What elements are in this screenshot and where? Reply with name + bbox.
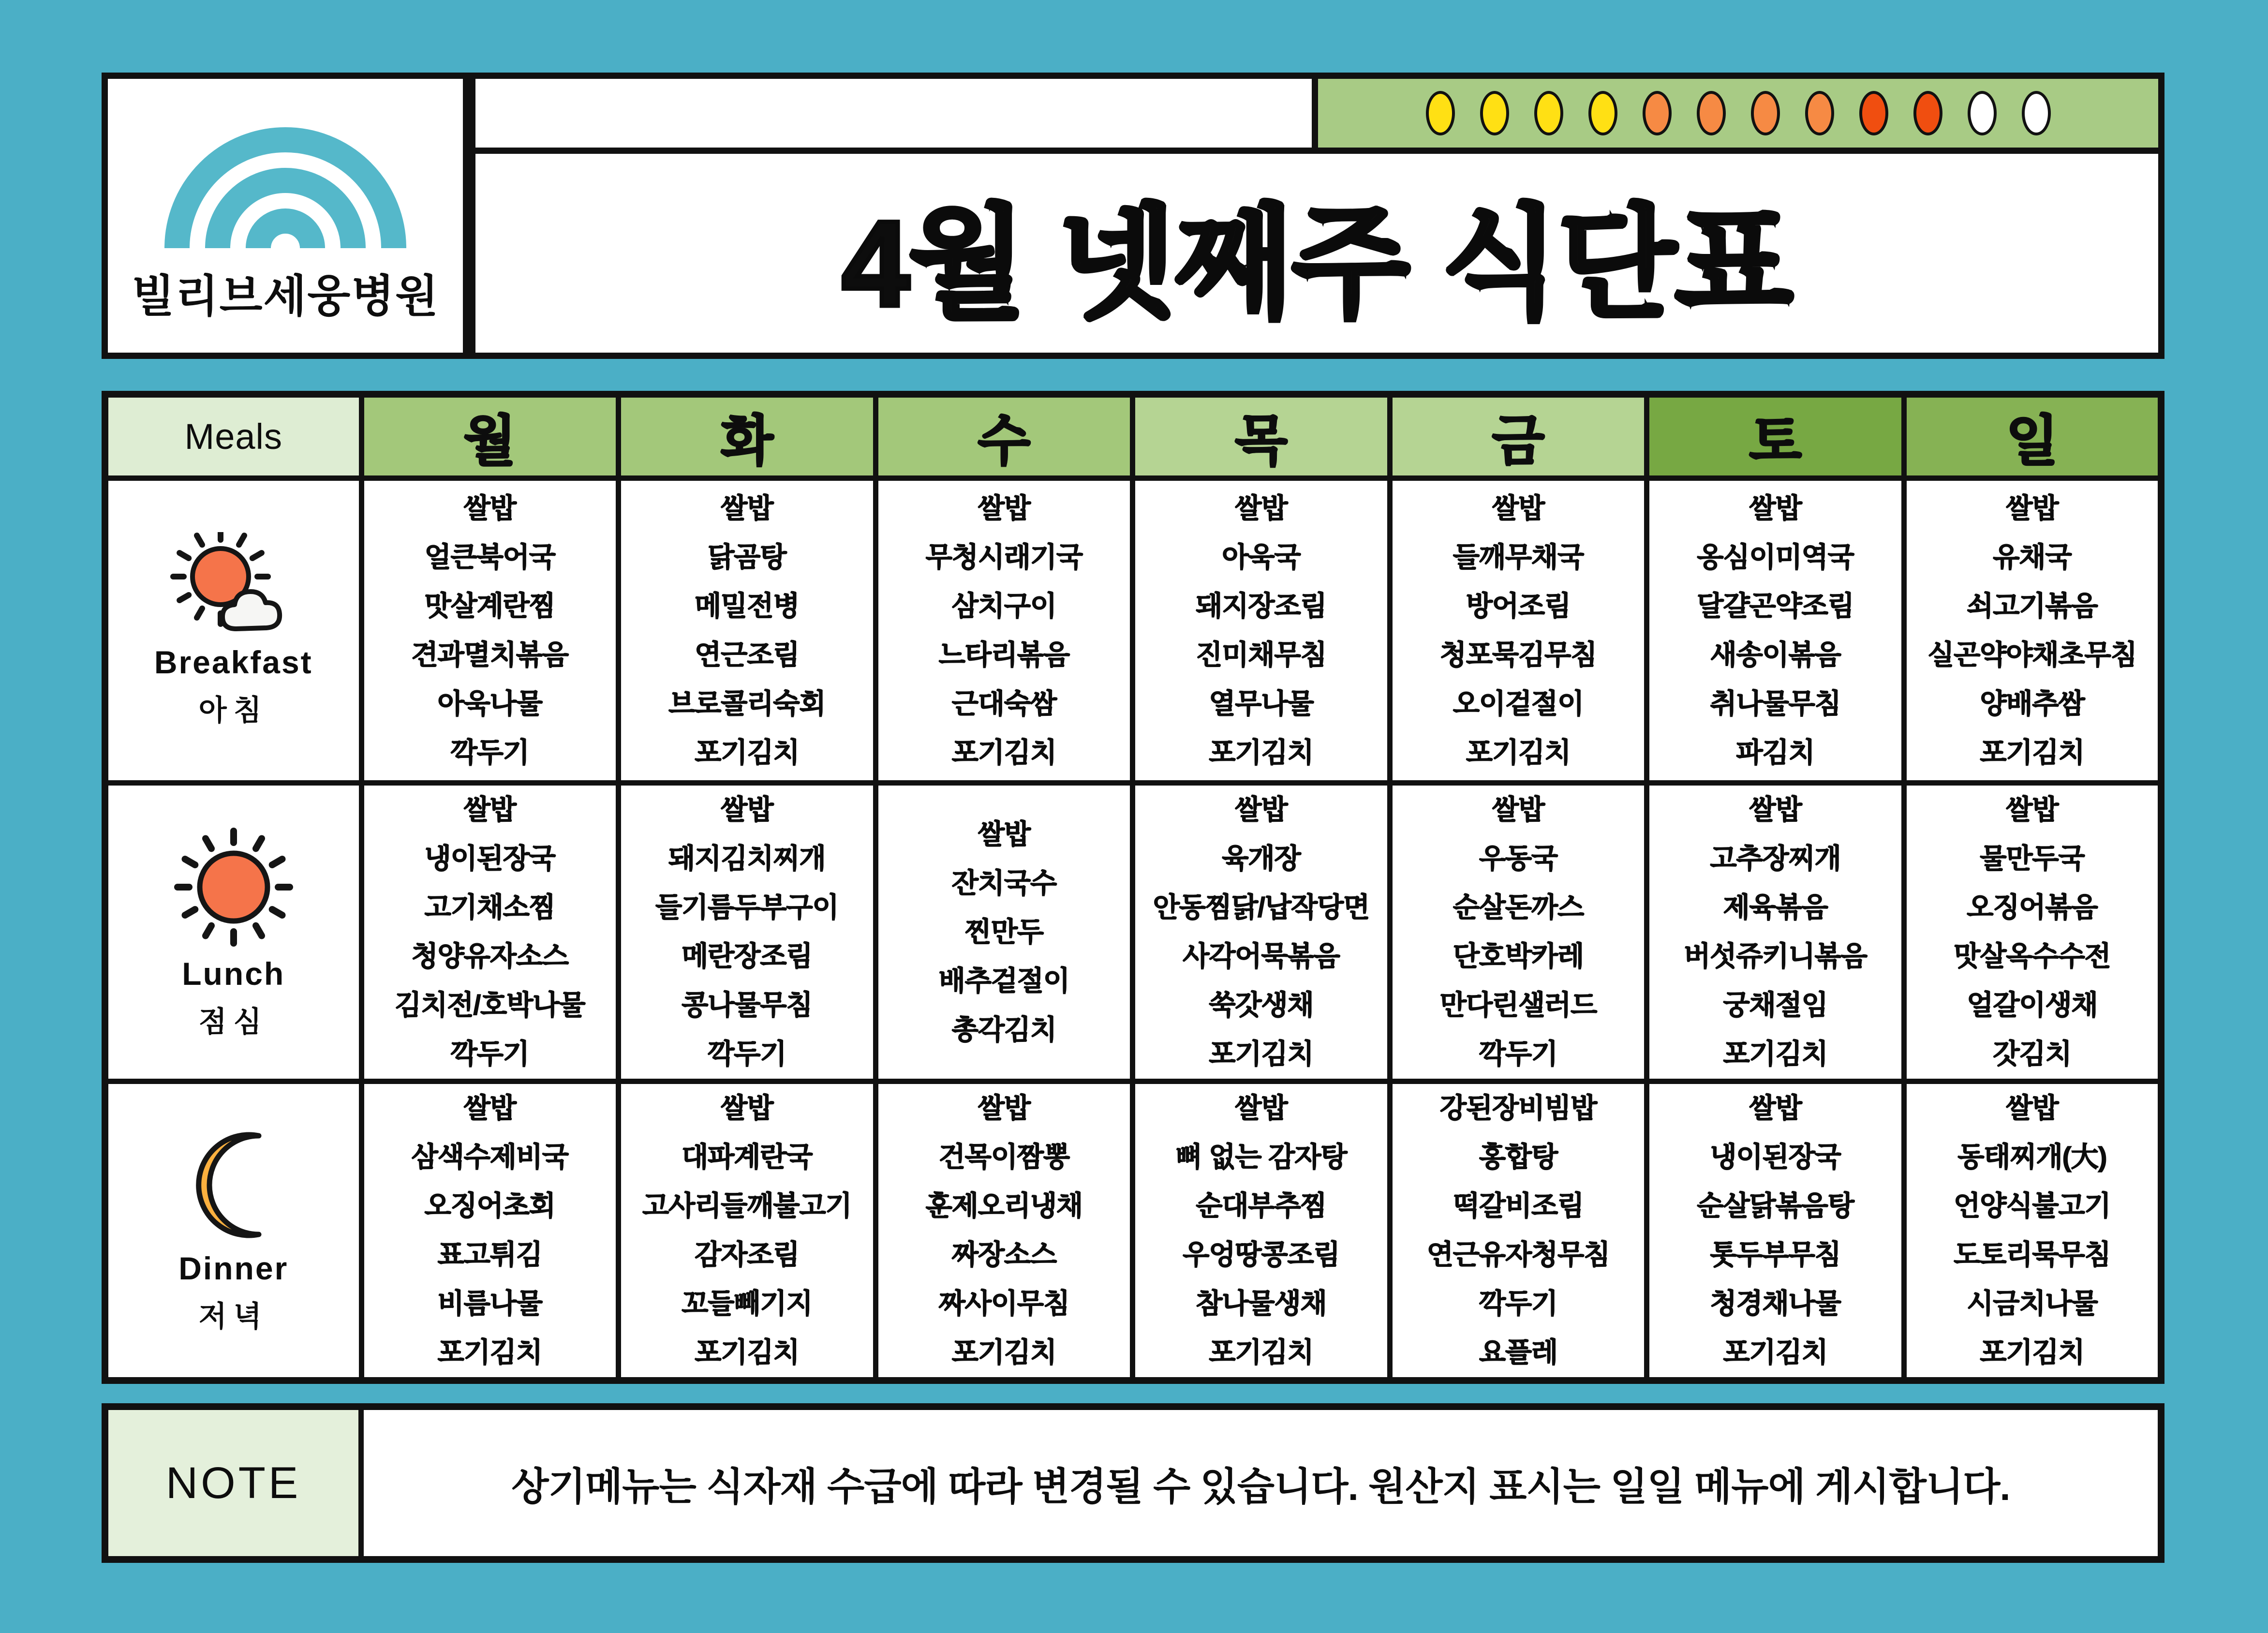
menu-item: 쌀밥 bbox=[978, 492, 1030, 524]
menu-cell-lunch-금 bbox=[1390, 783, 1647, 1082]
menu-item: 쌀밥 bbox=[1749, 1093, 1802, 1124]
menu-cell-dinner-토 bbox=[1647, 1082, 1904, 1381]
menu-item: 맛살계란찜 bbox=[424, 590, 555, 622]
menu-cell-dinner-화 bbox=[619, 1082, 876, 1381]
menu-item: 쌀밥 bbox=[721, 1093, 773, 1124]
menu-item: 냉이된장국 bbox=[424, 843, 555, 874]
meal-row-lunch bbox=[105, 783, 2161, 1082]
meal-row-dinner bbox=[105, 1082, 2161, 1381]
day-header-월: 월 bbox=[361, 394, 619, 478]
menu-item: 돼지장조림 bbox=[1196, 590, 1327, 622]
menu-item: 청양유자소스 bbox=[411, 941, 568, 972]
menu-cell-breakfast-금 bbox=[1390, 478, 1647, 783]
dot bbox=[1968, 91, 1997, 135]
menu-cell-breakfast-화 bbox=[619, 478, 876, 783]
menu-table bbox=[102, 391, 2164, 1384]
menu-item: 견과멸치볶음 bbox=[411, 639, 568, 670]
menu-item: 도토리묵무침 bbox=[1954, 1239, 2111, 1270]
menu-item: 연근조림 bbox=[695, 639, 800, 670]
meal-name-en-lunch: Lunch bbox=[182, 955, 285, 992]
meal-label-lunch bbox=[105, 783, 361, 1082]
menu-item: 쌀밥 bbox=[978, 1093, 1030, 1124]
day-header-목: 목 bbox=[1133, 394, 1390, 478]
menu-item: 단호박카레 bbox=[1453, 941, 1584, 972]
dot bbox=[1751, 91, 1780, 135]
dot bbox=[1805, 91, 1834, 135]
menu-item: 고기채소찜 bbox=[424, 892, 555, 923]
menu-item: 쌀밥 bbox=[1235, 794, 1288, 825]
menu-item: 포기김치 bbox=[1980, 737, 2085, 768]
menu-cell-lunch-월 bbox=[361, 783, 619, 1082]
dot bbox=[1697, 91, 1726, 135]
menu-item: 아욱국 bbox=[1222, 541, 1301, 573]
menu-item: 짜장소스 bbox=[951, 1239, 1057, 1270]
day-header-토: 토 bbox=[1647, 394, 1904, 478]
moon-icon bbox=[185, 1126, 282, 1245]
rainbow-logo-icon bbox=[150, 107, 421, 252]
menu-item: 메란장조림 bbox=[682, 941, 813, 972]
menu-item: 깍두기 bbox=[1479, 1288, 1558, 1319]
menu-item: 쌀밥 bbox=[463, 492, 516, 524]
dot bbox=[1480, 91, 1509, 135]
menu-item: 오징어초회 bbox=[424, 1190, 555, 1221]
menu-item: 쇠고기볶음 bbox=[1967, 590, 2098, 622]
meal-row-breakfast bbox=[105, 478, 2161, 783]
menu-item: 아욱나물 bbox=[437, 688, 542, 719]
menu-item: 실곤약야채초무침 bbox=[1927, 639, 2137, 670]
menu-item: 쌀밥 bbox=[2006, 492, 2059, 524]
dot bbox=[1426, 91, 1455, 135]
sun-cloud-icon bbox=[163, 532, 304, 638]
menu-item: 깍두기 bbox=[708, 1039, 786, 1069]
menu-cell-breakfast-일 bbox=[1904, 478, 2161, 783]
menu-item: 취나물무침 bbox=[1710, 688, 1841, 719]
menu-item: 포기김치 bbox=[695, 1337, 800, 1368]
menu-cell-lunch-토 bbox=[1647, 783, 1904, 1082]
menu-item: 비름나물 bbox=[437, 1288, 542, 1319]
menu-cell-dinner-월 bbox=[361, 1082, 619, 1381]
menu-item: 포기김치 bbox=[1209, 737, 1314, 768]
dot bbox=[1643, 91, 1672, 135]
menu-item: 청경채나물 bbox=[1710, 1288, 1841, 1319]
menu-item: 포기김치 bbox=[695, 737, 800, 768]
hospital-logo bbox=[102, 73, 469, 359]
day-header-일: 일 bbox=[1904, 394, 2161, 478]
menu-item: 포기김치 bbox=[1980, 1337, 2085, 1368]
menu-item: 꼬들빼기지 bbox=[682, 1288, 813, 1319]
sun-icon bbox=[171, 824, 296, 950]
dot bbox=[2022, 91, 2051, 135]
menu-item: 메밀전병 bbox=[695, 590, 800, 622]
menu-item: 짜사이무침 bbox=[938, 1288, 1070, 1319]
menu-item: 언양식불고기 bbox=[1954, 1190, 2111, 1221]
menu-item: 고사리들깨불고기 bbox=[642, 1190, 852, 1221]
menu-item: 동태찌개(大) bbox=[1957, 1142, 2107, 1173]
menu-item: 옹심이미역국 bbox=[1697, 541, 1854, 573]
menu-item: 순대부추찜 bbox=[1196, 1190, 1327, 1221]
menu-item: 쌀밥 bbox=[1492, 794, 1545, 825]
meal-label-dinner bbox=[105, 1082, 361, 1381]
menu-item: 삼색수제비국 bbox=[411, 1142, 568, 1173]
dot bbox=[1588, 91, 1617, 135]
menu-cell-dinner-목 bbox=[1133, 1082, 1390, 1381]
menu-item: 쌀밥 bbox=[463, 794, 516, 825]
menu-item: 김치전/호박나물 bbox=[395, 990, 585, 1021]
menu-item: 궁채절임 bbox=[1723, 990, 1828, 1021]
menu-item: 양배추쌈 bbox=[1980, 688, 2085, 719]
menu-item: 돼지김치찌개 bbox=[668, 843, 826, 874]
menu-item: 포기김치 bbox=[1209, 1039, 1314, 1069]
dot bbox=[1534, 91, 1563, 135]
menu-item: 쌀밥 bbox=[978, 818, 1030, 850]
menu-item: 쌀밥 bbox=[2006, 794, 2059, 825]
menu-item: 포기김치 bbox=[437, 1337, 542, 1368]
menu-item: 물만두국 bbox=[1980, 843, 2085, 874]
menu-item: 순살닭볶음탕 bbox=[1697, 1190, 1854, 1221]
menu-item: 달걀곤약조림 bbox=[1697, 590, 1854, 622]
menu-item: 새송이볶음 bbox=[1710, 639, 1841, 670]
menu-item: 버섯쥬키니볶음 bbox=[1684, 941, 1867, 972]
menu-item: 쌀밥 bbox=[721, 492, 773, 524]
menu-item: 시금치나물 bbox=[1967, 1288, 2098, 1319]
menu-item: 쌀밥 bbox=[463, 1093, 516, 1124]
menu-item: 포기김치 bbox=[1209, 1337, 1314, 1368]
menu-item: 브로콜리숙회 bbox=[668, 688, 826, 719]
page-title: 4월 넷째주 식단표 bbox=[842, 195, 1792, 332]
note-text: 상기메뉴는 식자재 수급에 따라 변경될 수 있습니다. 원산지 표시는 일일 메뉴에 게시합니다. bbox=[511, 1465, 2010, 1508]
menu-item: 포기김치 bbox=[1466, 737, 1571, 768]
header-strip bbox=[469, 73, 2164, 154]
menu-item: 참나물생채 bbox=[1196, 1288, 1327, 1319]
menu-item: 감자조림 bbox=[695, 1239, 800, 1270]
menu-item: 삼치구이 bbox=[951, 590, 1057, 622]
menu-item: 육개장 bbox=[1222, 843, 1301, 874]
day-header-금: 금 bbox=[1390, 394, 1647, 478]
menu-cell-lunch-수 bbox=[875, 783, 1133, 1082]
dot bbox=[1859, 91, 1888, 135]
menu-item: 사각어묵볶음 bbox=[1183, 941, 1340, 972]
menu-item: 연근유자청무침 bbox=[1426, 1239, 1610, 1270]
menu-item: 쌀밥 bbox=[2006, 1093, 2059, 1124]
menu-item: 제육볶음 bbox=[1723, 892, 1828, 923]
menu-item: 파김치 bbox=[1736, 737, 1815, 768]
menu-item: 맛살옥수수전 bbox=[1954, 941, 2111, 972]
menu-item: 근대숙쌈 bbox=[951, 688, 1057, 719]
menu-cell-dinner-일 bbox=[1904, 1082, 2161, 1381]
meal-name-ko-dinner: 저녁 bbox=[198, 1300, 268, 1333]
menu-item: 오징어볶음 bbox=[1967, 892, 2098, 923]
menu-item: 포기김치 bbox=[951, 1337, 1057, 1368]
menu-cell-breakfast-수 bbox=[875, 478, 1133, 783]
menu-item: 순살돈까스 bbox=[1453, 892, 1584, 923]
menu-item: 깍두기 bbox=[450, 1039, 529, 1069]
menu-item: 닭곰탕 bbox=[708, 541, 786, 573]
menu-item: 우엉땅콩조림 bbox=[1183, 1239, 1340, 1270]
menu-item: 포기김치 bbox=[1723, 1337, 1828, 1368]
menu-item: 갓김치 bbox=[1993, 1039, 2072, 1069]
menu-item: 우동국 bbox=[1479, 843, 1558, 874]
menu-cell-dinner-금 bbox=[1390, 1082, 1647, 1381]
menu-item: 깍두기 bbox=[450, 737, 529, 768]
menu-item: 들기름두부구이 bbox=[655, 892, 839, 923]
meal-name-en-breakfast: Breakfast bbox=[154, 644, 313, 680]
title-box bbox=[469, 148, 2164, 359]
menu-item: 잔치국수 bbox=[951, 867, 1057, 899]
meal-name-ko-breakfast: 아침 bbox=[198, 694, 268, 727]
menu-item: 방어조림 bbox=[1466, 590, 1571, 622]
menu-item: 진미채무침 bbox=[1196, 639, 1327, 670]
menu-item: 고추장찌개 bbox=[1710, 843, 1841, 874]
menu-item: 표고튀김 bbox=[437, 1239, 542, 1270]
decorative-dots bbox=[1312, 79, 2158, 148]
day-header-화: 화 bbox=[619, 394, 876, 478]
note-label: NOTE bbox=[108, 1410, 364, 1556]
menu-item: 만다린샐러드 bbox=[1439, 990, 1597, 1021]
menu-cell-dinner-수 bbox=[875, 1082, 1133, 1381]
meal-label-breakfast bbox=[105, 478, 361, 783]
meal-name-ko-lunch: 점심 bbox=[198, 1005, 268, 1038]
menu-item: 포기김치 bbox=[1723, 1039, 1828, 1069]
meal-name-en-dinner: Dinner bbox=[178, 1250, 289, 1286]
menu-item: 오이겉절이 bbox=[1453, 688, 1584, 719]
page-header bbox=[102, 73, 2164, 359]
menu-item: 깍두기 bbox=[1479, 1039, 1558, 1069]
menu-item: 대파계란국 bbox=[682, 1142, 813, 1173]
menu-item: 포기김치 bbox=[951, 737, 1057, 768]
menu-item: 쌀밥 bbox=[1235, 492, 1288, 524]
menu-cell-breakfast-월 bbox=[361, 478, 619, 783]
menu-item: 떡갈비조림 bbox=[1453, 1190, 1584, 1221]
menu-item: 쌀밥 bbox=[1235, 1093, 1288, 1124]
menu-item: 쌀밥 bbox=[1492, 492, 1545, 524]
note-row bbox=[102, 1403, 2164, 1563]
menu-item: 느타리볶음 bbox=[938, 639, 1070, 670]
hospital-name: 빌리브세웅병원 bbox=[131, 272, 440, 321]
menu-item: 쌀밥 bbox=[1749, 492, 1802, 524]
menu-item: 청포묵김무침 bbox=[1439, 639, 1597, 670]
menu-item: 배추겉절이 bbox=[938, 965, 1070, 996]
menu-item: 홍합탕 bbox=[1479, 1142, 1558, 1173]
menu-item: 쌀밥 bbox=[721, 794, 773, 825]
menu-item: 들깨무채국 bbox=[1453, 541, 1584, 573]
menu-item: 건목이짬뽕 bbox=[938, 1142, 1070, 1173]
menu-cell-breakfast-목 bbox=[1133, 478, 1390, 783]
menu-item: 얼큰북어국 bbox=[424, 541, 555, 573]
menu-cell-lunch-목 bbox=[1133, 783, 1390, 1082]
dot bbox=[1913, 91, 1942, 135]
menu-item: 쌀밥 bbox=[1749, 794, 1802, 825]
menu-item: 찐만두 bbox=[964, 916, 1043, 948]
menu-item: 쑥갓생채 bbox=[1209, 990, 1314, 1021]
menu-item: 뼈 없는 감자탕 bbox=[1175, 1142, 1347, 1173]
menu-item: 훈제오리냉채 bbox=[925, 1190, 1083, 1221]
menu-cell-breakfast-토 bbox=[1647, 478, 1904, 783]
menu-cell-lunch-일 bbox=[1904, 783, 2161, 1082]
meals-header: Meals bbox=[105, 394, 361, 478]
menu-item: 콩나물무침 bbox=[682, 990, 813, 1021]
menu-item: 무청시래기국 bbox=[925, 541, 1083, 573]
menu-item: 얼갈이생채 bbox=[1967, 990, 2098, 1021]
menu-item: 열무나물 bbox=[1209, 688, 1314, 719]
menu-item: 냉이된장국 bbox=[1710, 1142, 1841, 1173]
table-header-row bbox=[105, 394, 2161, 478]
menu-item: 총각김치 bbox=[951, 1014, 1057, 1045]
menu-item: 안동찜닭/납작당면 bbox=[1153, 892, 1370, 923]
menu-item: 강된장비빔밥 bbox=[1439, 1093, 1597, 1124]
menu-item: 요플레 bbox=[1479, 1337, 1558, 1368]
day-header-수: 수 bbox=[875, 394, 1133, 478]
menu-item: 톳두부무침 bbox=[1710, 1239, 1841, 1270]
menu-item: 유채국 bbox=[1993, 541, 2072, 573]
menu-cell-lunch-화 bbox=[619, 783, 876, 1082]
